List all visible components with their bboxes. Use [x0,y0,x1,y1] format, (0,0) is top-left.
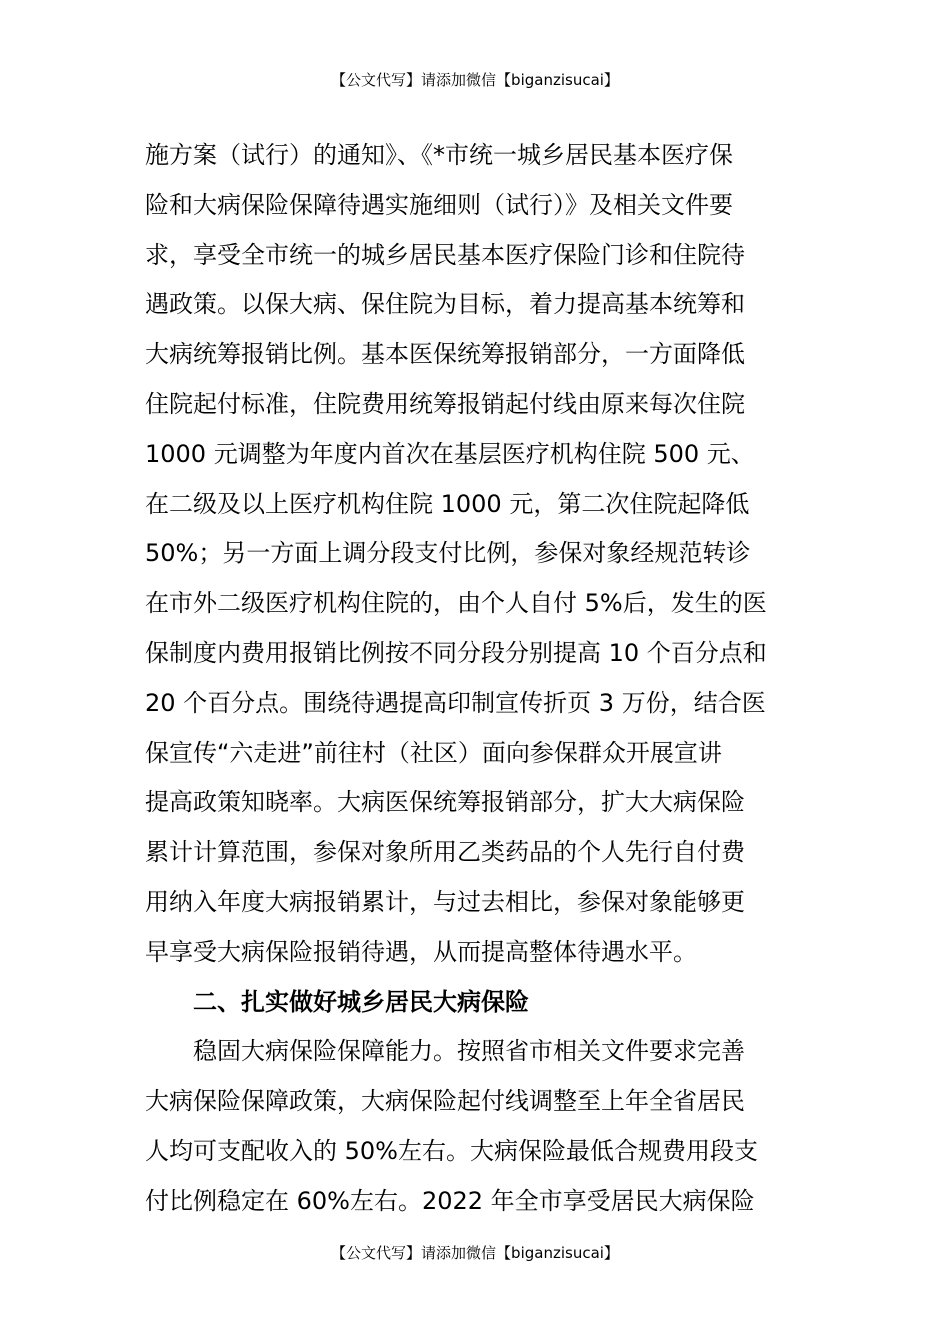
paragraph-line: 保制度内费用报销比例按不同分段分别提高 10 个百分点和 [145,638,767,667]
paragraph-line: 险和大病保险保障待遇实施细则（试行）》及相关文件要 [145,190,733,219]
paragraph-line: 大病保险保障政策，大病保险起付线调整至上年全省居民 [145,1087,745,1116]
paragraph-line: 大病统筹报销比例。基本医保统筹报销部分，一方面降低 [145,340,745,369]
paragraph-line: 20 个百分点。围绕待遇提高印制宣传折页 3 万份，结合医 [145,688,766,717]
paragraph-line: 提高政策知晓率。大病医保统筹报销部分，扩大大病保险 [145,788,745,817]
page-footer: 【公文代写】请添加微信【biganzisucai】 [331,1244,619,1262]
paragraph-line: 早享受大病保险报销待遇，从而提高整体待遇水平。 [145,937,697,966]
paragraph-line: 人均可支配收入的 50%左右。大病保险最低合规费用段支 [145,1136,758,1165]
page-header: 【公文代写】请添加微信【biganzisucai】 [331,71,619,89]
paragraph-line: 住院起付标准，住院费用统筹报销起付线由原来每次住院 [145,389,745,418]
section-heading: 二、扎实做好城乡居民大病保险 [193,987,529,1016]
paragraph-line: 1000 元调整为年度内首次在基层医疗机构住院 500 元、 [145,439,755,468]
paragraph-line: 累计计算范围，参保对象所用乙类药品的个人先行自付费 [145,838,745,867]
paragraph-line: 稳固大病保险保障能力。按照省市相关文件要求完善 [193,1037,745,1066]
paragraph-line: 付比例稳定在 60%左右。2022 年全市享受居民大病保险 [145,1186,755,1215]
document-body [145,131,815,1227]
paragraph-line: 在市外二级医疗机构住院的，由个人自付 5%后，发生的医 [145,589,767,618]
paragraph-line: 施方案（试行）的通知》、《*市统一城乡居民基本医疗保 [145,141,733,169]
paragraph-line: 求，享受全市统一的城乡居民基本医疗保险门诊和住院待 [145,240,745,269]
paragraph-line: 保宣传“六走进”前往村（社区）面向参保群众开展宣讲 [145,738,722,767]
paragraph-line: 用纳入年度大病报销累计，与过去相比，参保对象能够更 [145,887,745,916]
paragraph-line: 50%；另一方面上调分段支付比例，参保对象经规范转诊 [145,539,751,568]
paragraph-line: 遇政策。以保大病、保住院为目标，着力提高基本统筹和 [145,290,745,319]
paragraph-line: 在二级及以上医疗机构住院 1000 元，第二次住院起降低 [145,489,750,518]
